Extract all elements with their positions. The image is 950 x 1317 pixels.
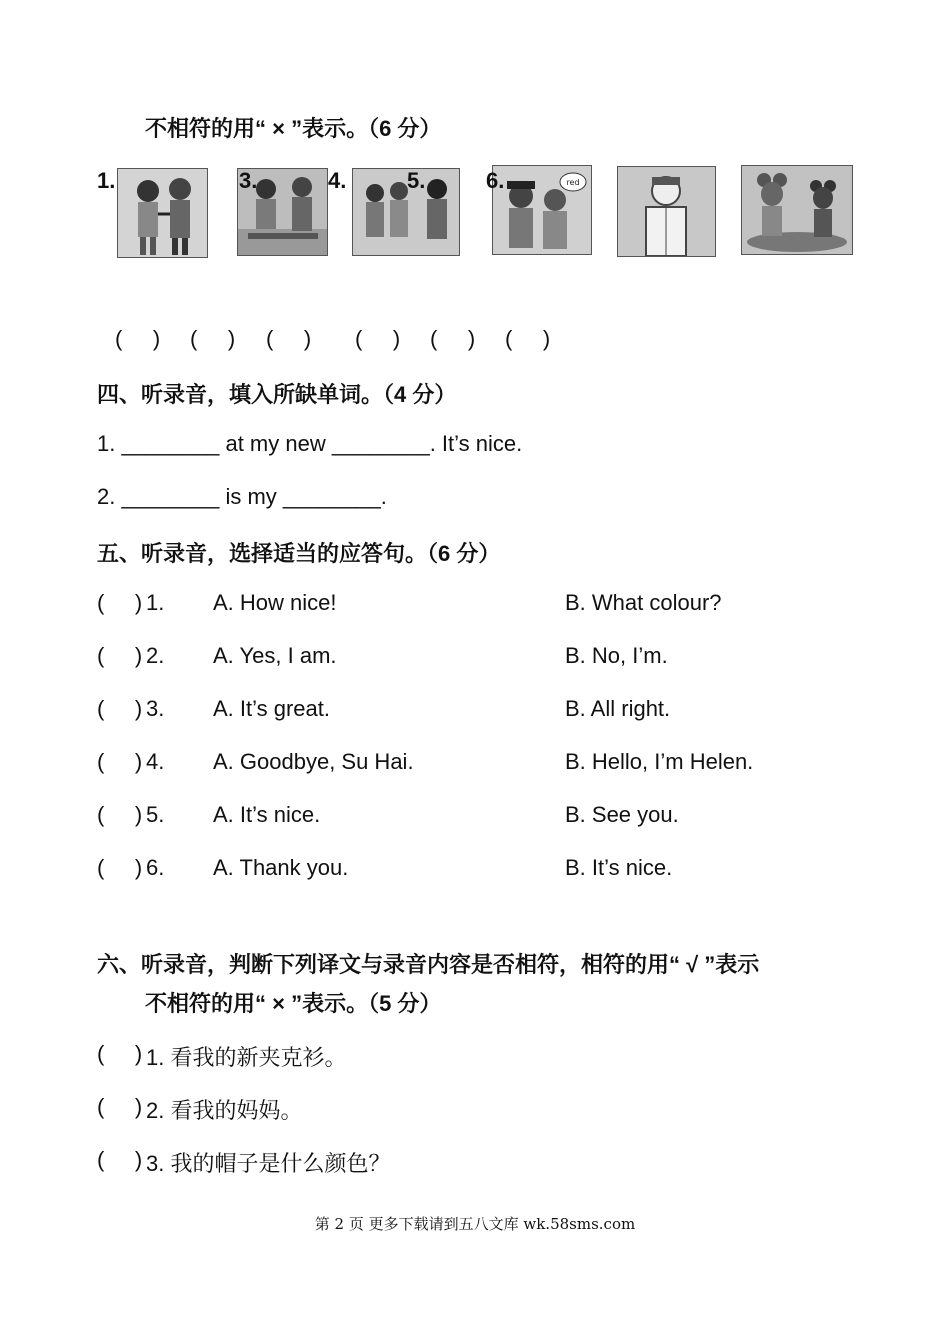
question-number: 5. [146, 802, 165, 827]
picture-number-3: 3. [239, 168, 258, 193]
answer-slot-2[interactable]: ( ) [190, 326, 236, 351]
answer-paren[interactable]: ( ) [97, 1041, 143, 1066]
question-number: 6. [146, 855, 165, 880]
picture-5-boy-in-jacket [617, 166, 716, 257]
speech-bubble-text: red [566, 178, 580, 187]
option-a: A. Goodbye, Su Hai. [213, 749, 414, 774]
section3-heading-tail: 不相符的用“ × ”表示。（6 分） [145, 116, 442, 141]
picture-4-boys-with-cap [492, 165, 592, 255]
answer-paren[interactable]: ( ) [97, 643, 143, 668]
picture-6-two-mice [741, 165, 853, 255]
answer-slot-5[interactable]: ( ) [430, 326, 476, 351]
picture-3-group-of-children [352, 168, 460, 256]
answer-paren[interactable]: ( ) [97, 590, 143, 615]
section4-item-1: 1. ________ at my new ________. It’s nice. [97, 431, 523, 456]
answer-slot-1[interactable]: ( ) [115, 326, 161, 351]
translation-text: 3. 我的帽子是什么颜色？ [146, 1151, 391, 1176]
option-a: A. Thank you. [213, 855, 349, 880]
option-b: B. No, I’m. [565, 643, 668, 668]
picture-number-6: 6. [486, 168, 505, 193]
section4-item-2: 2. ________ is my ________. [97, 484, 387, 509]
option-b: B. See you. [565, 802, 679, 827]
option-a: A. It’s great. [213, 696, 330, 721]
translation-text: 2. 看我的妈妈。 [146, 1098, 303, 1123]
question-number: 3. [146, 696, 165, 721]
section6-title-line1: 六、听录音，判断下列译文与录音内容是否相符，相符的用“ √ ”表示 [97, 952, 760, 977]
question-number: 4. [146, 749, 165, 774]
answer-paren[interactable]: ( ) [97, 749, 143, 774]
answer-paren[interactable]: ( ) [97, 1094, 143, 1119]
question-number: 2. [146, 643, 165, 668]
option-b: B. All right. [565, 696, 671, 721]
section4-title: 四、听录音，填入所缺单词。（4 分） [97, 382, 457, 407]
option-b: B. It’s nice. [565, 855, 673, 880]
picture-1-two-people-greeting [117, 168, 208, 258]
answer-slot-4[interactable]: ( ) [355, 326, 401, 351]
answer-paren[interactable]: ( ) [97, 855, 143, 880]
option-a: A. Yes, I am. [213, 643, 337, 668]
option-a: A. How nice! [213, 590, 337, 615]
answer-paren[interactable]: ( ) [97, 696, 143, 721]
picture-number-1: 1. [97, 168, 116, 193]
page-footer: 第 2 页 更多下载请到五八文库 wk.58sms.com [314, 1215, 636, 1233]
picture-number-5: 5. [407, 168, 426, 193]
option-b: B. What colour? [565, 590, 722, 615]
answer-slot-6[interactable]: ( ) [505, 326, 551, 351]
translation-text: 1. 看我的新夹克衫。 [146, 1045, 347, 1070]
section6-title-line2: 不相符的用“ × ”表示。（5 分） [145, 991, 442, 1016]
answer-slot-3[interactable]: ( ) [266, 326, 312, 351]
section5-title: 五、听录音，选择适当的应答句。（6 分） [97, 541, 501, 566]
option-b: B. Hello, I’m Helen. [565, 749, 754, 774]
picture-number-4: 4. [328, 168, 347, 193]
answer-paren[interactable]: ( ) [97, 802, 143, 827]
option-a: A. It’s nice. [213, 802, 321, 827]
question-number: 1. [146, 590, 165, 615]
answer-paren[interactable]: ( ) [97, 1147, 143, 1172]
